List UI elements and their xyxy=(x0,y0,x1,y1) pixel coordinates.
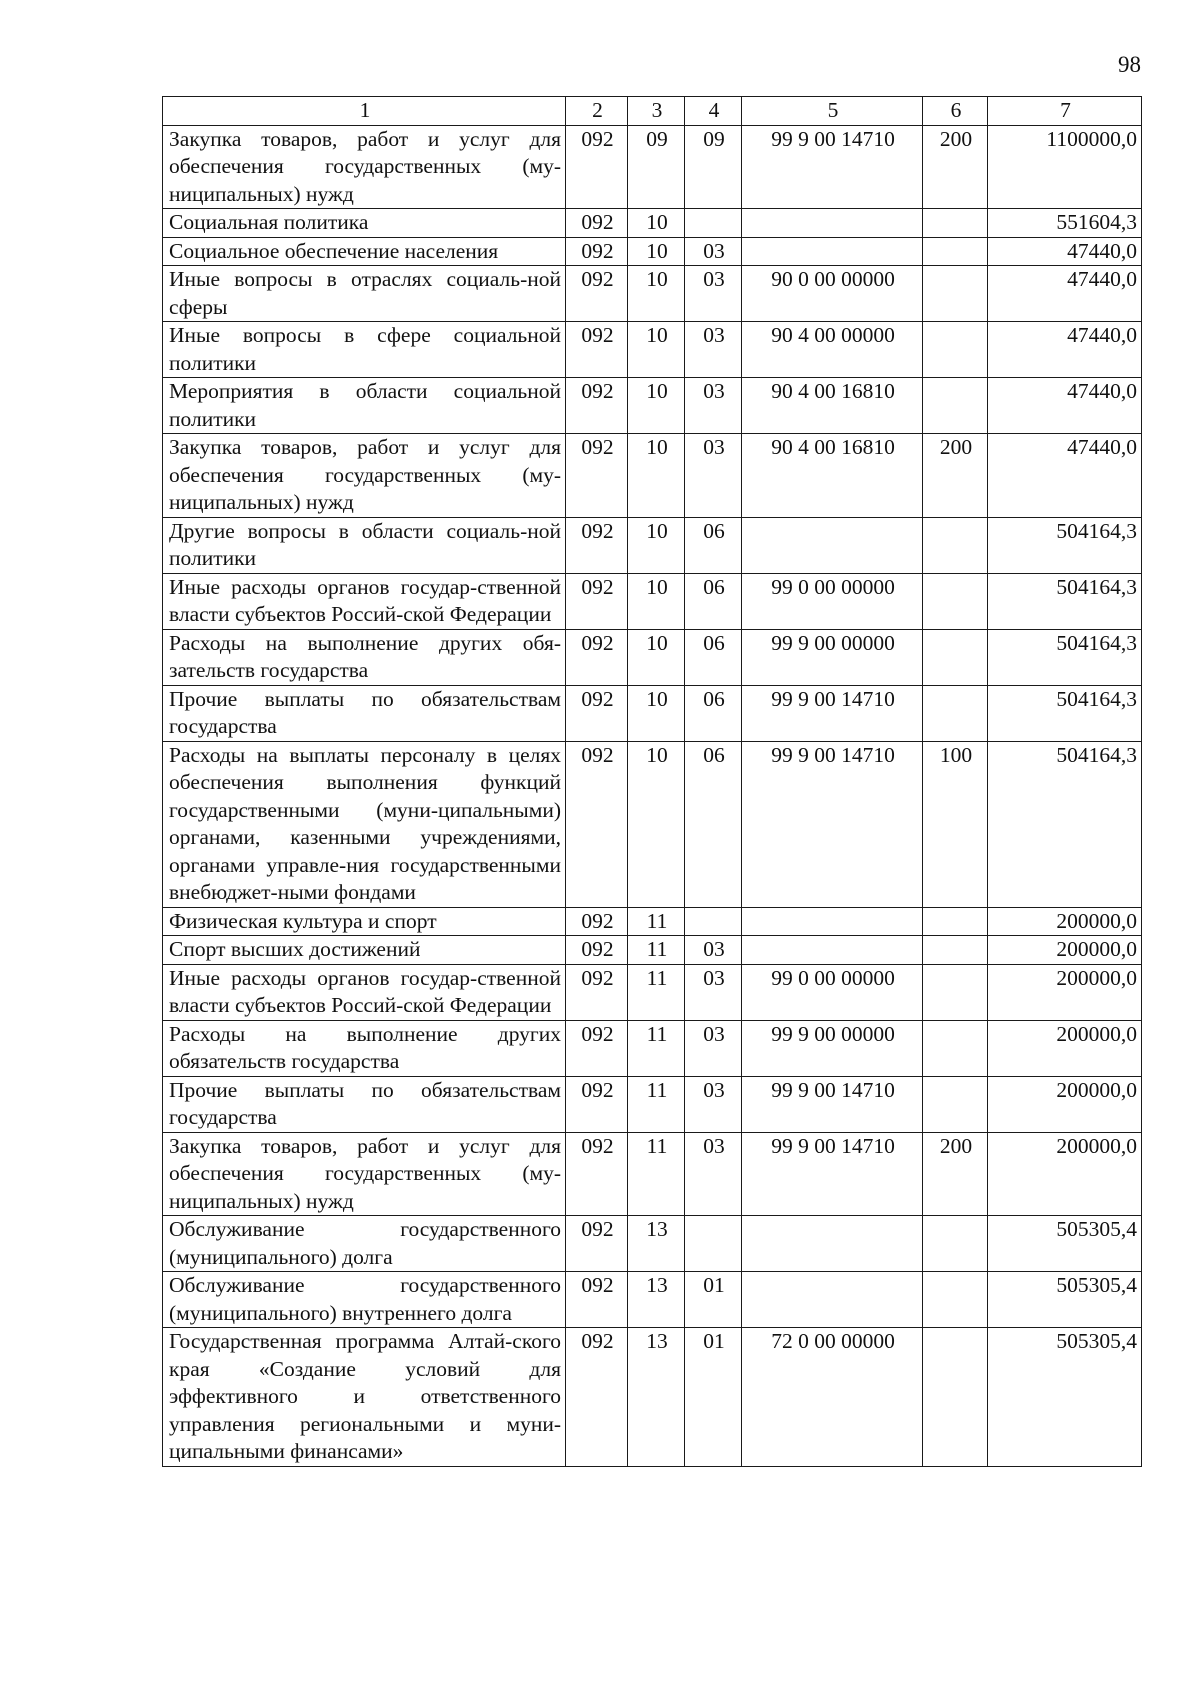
row-name-cell: Другие вопросы в области социаль-ной политики xyxy=(163,517,566,573)
admin-code-cell: 092 xyxy=(566,1328,628,1467)
amount-cell: 200000,0 xyxy=(988,1076,1142,1132)
expense-type-cell xyxy=(923,936,988,965)
expense-type-cell xyxy=(923,1272,988,1328)
subsection-code-cell: 03 xyxy=(685,936,742,965)
table-row xyxy=(163,322,1142,378)
amount-cell: 200000,0 xyxy=(988,1020,1142,1076)
admin-code-cell: 092 xyxy=(566,741,628,907)
amount-cell: 200000,0 xyxy=(988,936,1142,965)
admin-code-cell: 092 xyxy=(566,685,628,741)
target-article-cell xyxy=(742,907,923,936)
amount-cell: 47440,0 xyxy=(988,378,1142,434)
target-article-cell: 99 9 00 00000 xyxy=(742,629,923,685)
amount-cell: 47440,0 xyxy=(988,322,1142,378)
target-article-cell xyxy=(742,209,923,238)
expense-type-cell xyxy=(923,964,988,1020)
amount-cell: 1100000,0 xyxy=(988,125,1142,209)
subsection-code-cell xyxy=(685,907,742,936)
amount-cell: 200000,0 xyxy=(988,1132,1142,1216)
target-article-cell xyxy=(742,936,923,965)
admin-code-cell: 092 xyxy=(566,573,628,629)
row-name-cell: Закупка товаров, работ и услуг для обеспечения государственных (му-ниципальных) нужд xyxy=(163,125,566,209)
subsection-code-cell: 03 xyxy=(685,1076,742,1132)
section-code-cell: 10 xyxy=(628,209,685,238)
expense-type-cell xyxy=(923,1020,988,1076)
table-row xyxy=(163,1216,1142,1272)
table-row xyxy=(163,907,1142,936)
amount-cell: 47440,0 xyxy=(988,266,1142,322)
expense-type-cell xyxy=(923,907,988,936)
section-code-cell: 10 xyxy=(628,629,685,685)
expense-type-cell: 200 xyxy=(923,1132,988,1216)
amount-cell: 47440,0 xyxy=(988,237,1142,266)
admin-code-cell: 092 xyxy=(566,1076,628,1132)
amount-cell: 504164,3 xyxy=(988,685,1142,741)
admin-code-cell: 092 xyxy=(566,1020,628,1076)
subsection-code-cell: 03 xyxy=(685,266,742,322)
amount-cell: 551604,3 xyxy=(988,209,1142,238)
section-code-cell: 09 xyxy=(628,125,685,209)
admin-code-cell: 092 xyxy=(566,125,628,209)
amount-cell: 504164,3 xyxy=(988,629,1142,685)
section-code-cell: 10 xyxy=(628,517,685,573)
section-code-cell: 11 xyxy=(628,1132,685,1216)
amount-cell: 504164,3 xyxy=(988,573,1142,629)
table-row xyxy=(163,936,1142,965)
admin-code-cell: 092 xyxy=(566,378,628,434)
expense-type-cell xyxy=(923,1216,988,1272)
expense-type-cell xyxy=(923,685,988,741)
column-header: 1 xyxy=(163,97,566,126)
table-row xyxy=(163,237,1142,266)
column-header: 7 xyxy=(988,97,1142,126)
subsection-code-cell: 03 xyxy=(685,1020,742,1076)
column-header: 6 xyxy=(923,97,988,126)
row-name-cell: Расходы на выполнение других обя-зательств государства xyxy=(163,629,566,685)
row-name-cell: Обслуживание государственного (муниципального) долга xyxy=(163,1216,566,1272)
subsection-code-cell xyxy=(685,1216,742,1272)
target-article-cell: 99 0 00 00000 xyxy=(742,964,923,1020)
budget-table xyxy=(162,96,1142,1467)
subsection-code-cell: 03 xyxy=(685,1132,742,1216)
expense-type-cell xyxy=(923,629,988,685)
subsection-code-cell: 06 xyxy=(685,517,742,573)
admin-code-cell: 092 xyxy=(566,237,628,266)
admin-code-cell: 092 xyxy=(566,266,628,322)
amount-cell: 200000,0 xyxy=(988,907,1142,936)
subsection-code-cell: 03 xyxy=(685,378,742,434)
column-header: 5 xyxy=(742,97,923,126)
table-row xyxy=(163,517,1142,573)
row-name-cell: Иные вопросы в отраслях социаль-ной сферы xyxy=(163,266,566,322)
admin-code-cell: 092 xyxy=(566,964,628,1020)
target-article-cell: 90 0 00 00000 xyxy=(742,266,923,322)
admin-code-cell: 092 xyxy=(566,1132,628,1216)
subsection-code-cell: 03 xyxy=(685,434,742,518)
subsection-code-cell xyxy=(685,209,742,238)
subsection-code-cell: 06 xyxy=(685,629,742,685)
table-row xyxy=(163,741,1142,907)
amount-cell: 504164,3 xyxy=(988,741,1142,907)
amount-cell: 505305,4 xyxy=(988,1216,1142,1272)
row-name-cell: Социальная политика xyxy=(163,209,566,238)
amount-cell: 200000,0 xyxy=(988,964,1142,1020)
expense-type-cell xyxy=(923,209,988,238)
target-article-cell xyxy=(742,517,923,573)
expense-type-cell xyxy=(923,378,988,434)
target-article-cell: 99 9 00 14710 xyxy=(742,1132,923,1216)
amount-cell: 505305,4 xyxy=(988,1272,1142,1328)
section-code-cell: 11 xyxy=(628,936,685,965)
table-row xyxy=(163,1328,1142,1467)
target-article-cell: 99 9 00 14710 xyxy=(742,1076,923,1132)
amount-cell: 504164,3 xyxy=(988,517,1142,573)
admin-code-cell: 092 xyxy=(566,629,628,685)
table-row xyxy=(163,964,1142,1020)
target-article-cell: 99 9 00 14710 xyxy=(742,685,923,741)
target-article-cell xyxy=(742,1272,923,1328)
subsection-code-cell: 09 xyxy=(685,125,742,209)
section-code-cell: 11 xyxy=(628,1020,685,1076)
amount-cell: 505305,4 xyxy=(988,1328,1142,1467)
subsection-code-cell: 06 xyxy=(685,741,742,907)
subsection-code-cell: 06 xyxy=(685,685,742,741)
expense-type-cell: 200 xyxy=(923,125,988,209)
expense-type-cell: 100 xyxy=(923,741,988,907)
section-code-cell: 13 xyxy=(628,1272,685,1328)
row-name-cell: Мероприятия в области социальной политики xyxy=(163,378,566,434)
table-row xyxy=(163,629,1142,685)
subsection-code-cell: 01 xyxy=(685,1272,742,1328)
amount-cell: 47440,0 xyxy=(988,434,1142,518)
target-article-cell xyxy=(742,1216,923,1272)
table-row xyxy=(163,378,1142,434)
row-name-cell: Прочие выплаты по обязательствам государства xyxy=(163,1076,566,1132)
column-header: 2 xyxy=(566,97,628,126)
admin-code-cell: 092 xyxy=(566,936,628,965)
target-article-cell: 99 9 00 00000 xyxy=(742,1020,923,1076)
section-code-cell: 10 xyxy=(628,573,685,629)
expense-type-cell xyxy=(923,322,988,378)
table-row xyxy=(163,1076,1142,1132)
target-article-cell: 90 4 00 16810 xyxy=(742,434,923,518)
expense-type-cell xyxy=(923,573,988,629)
target-article-cell: 99 9 00 14710 xyxy=(742,125,923,209)
subsection-code-cell: 03 xyxy=(685,322,742,378)
row-name-cell: Иные расходы органов государ-ственной власти субъектов Россий-ской Федерации xyxy=(163,964,566,1020)
row-name-cell: Прочие выплаты по обязательствам государства xyxy=(163,685,566,741)
row-name-cell: Иные вопросы в сфере социальной политики xyxy=(163,322,566,378)
table-row xyxy=(163,266,1142,322)
admin-code-cell: 092 xyxy=(566,434,628,518)
table-row xyxy=(163,1132,1142,1216)
subsection-code-cell: 01 xyxy=(685,1328,742,1467)
row-name-cell: Расходы на выполнение других обязательств государства xyxy=(163,1020,566,1076)
section-code-cell: 10 xyxy=(628,378,685,434)
section-code-cell: 11 xyxy=(628,1076,685,1132)
section-code-cell: 13 xyxy=(628,1216,685,1272)
admin-code-cell: 092 xyxy=(566,517,628,573)
target-article-cell: 90 4 00 00000 xyxy=(742,322,923,378)
row-name-cell: Обслуживание государственного (муниципального) внутреннего долга xyxy=(163,1272,566,1328)
expense-type-cell xyxy=(923,517,988,573)
expense-type-cell xyxy=(923,1328,988,1467)
admin-code-cell: 092 xyxy=(566,322,628,378)
table-header-row xyxy=(163,97,1142,126)
section-code-cell: 11 xyxy=(628,964,685,1020)
section-code-cell: 10 xyxy=(628,741,685,907)
section-code-cell: 10 xyxy=(628,322,685,378)
target-article-cell: 99 9 00 14710 xyxy=(742,741,923,907)
expense-type-cell xyxy=(923,1076,988,1132)
expense-type-cell xyxy=(923,237,988,266)
table-row xyxy=(163,434,1142,518)
column-header: 3 xyxy=(628,97,685,126)
row-name-cell: Физическая культура и спорт xyxy=(163,907,566,936)
section-code-cell: 10 xyxy=(628,434,685,518)
row-name-cell: Спорт высших достижений xyxy=(163,936,566,965)
section-code-cell: 10 xyxy=(628,266,685,322)
row-name-cell: Закупка товаров, работ и услуг для обеспечения государственных (му-ниципальных) нужд xyxy=(163,434,566,518)
target-article-cell: 99 0 00 00000 xyxy=(742,573,923,629)
page-number: 98 xyxy=(1118,52,1141,77)
row-name-cell: Закупка товаров, работ и услуг для обеспечения государственных (му-ниципальных) нужд xyxy=(163,1132,566,1216)
section-code-cell: 11 xyxy=(628,907,685,936)
target-article-cell: 72 0 00 00000 xyxy=(742,1328,923,1467)
admin-code-cell: 092 xyxy=(566,209,628,238)
row-name-cell: Государственная программа Алтай-ского края «Создание условий для эффективного и ответственного управления региональными и муни-ципальными финансами» xyxy=(163,1328,566,1467)
admin-code-cell: 092 xyxy=(566,1272,628,1328)
row-name-cell: Социальное обеспечение населения xyxy=(163,237,566,266)
table-row xyxy=(163,573,1142,629)
target-article-cell xyxy=(742,237,923,266)
admin-code-cell: 092 xyxy=(566,1216,628,1272)
subsection-code-cell: 03 xyxy=(685,964,742,1020)
table-row xyxy=(163,125,1142,209)
section-code-cell: 13 xyxy=(628,1328,685,1467)
row-name-cell: Расходы на выплаты персоналу в целях обеспечения выполнения функций государственными (муни-ципальными) органами, казенными учреждениями, органами управле-ния государственными внебюджет-ными фондами xyxy=(163,741,566,907)
table-row xyxy=(163,685,1142,741)
expense-type-cell xyxy=(923,266,988,322)
admin-code-cell: 092 xyxy=(566,907,628,936)
expense-type-cell: 200 xyxy=(923,434,988,518)
target-article-cell: 90 4 00 16810 xyxy=(742,378,923,434)
section-code-cell: 10 xyxy=(628,237,685,266)
table-row xyxy=(163,1272,1142,1328)
table-row xyxy=(163,1020,1142,1076)
column-header: 4 xyxy=(685,97,742,126)
subsection-code-cell: 06 xyxy=(685,573,742,629)
section-code-cell: 10 xyxy=(628,685,685,741)
table-row xyxy=(163,209,1142,238)
subsection-code-cell: 03 xyxy=(685,237,742,266)
row-name-cell: Иные расходы органов государ-ственной власти субъектов Россий-ской Федерации xyxy=(163,573,566,629)
